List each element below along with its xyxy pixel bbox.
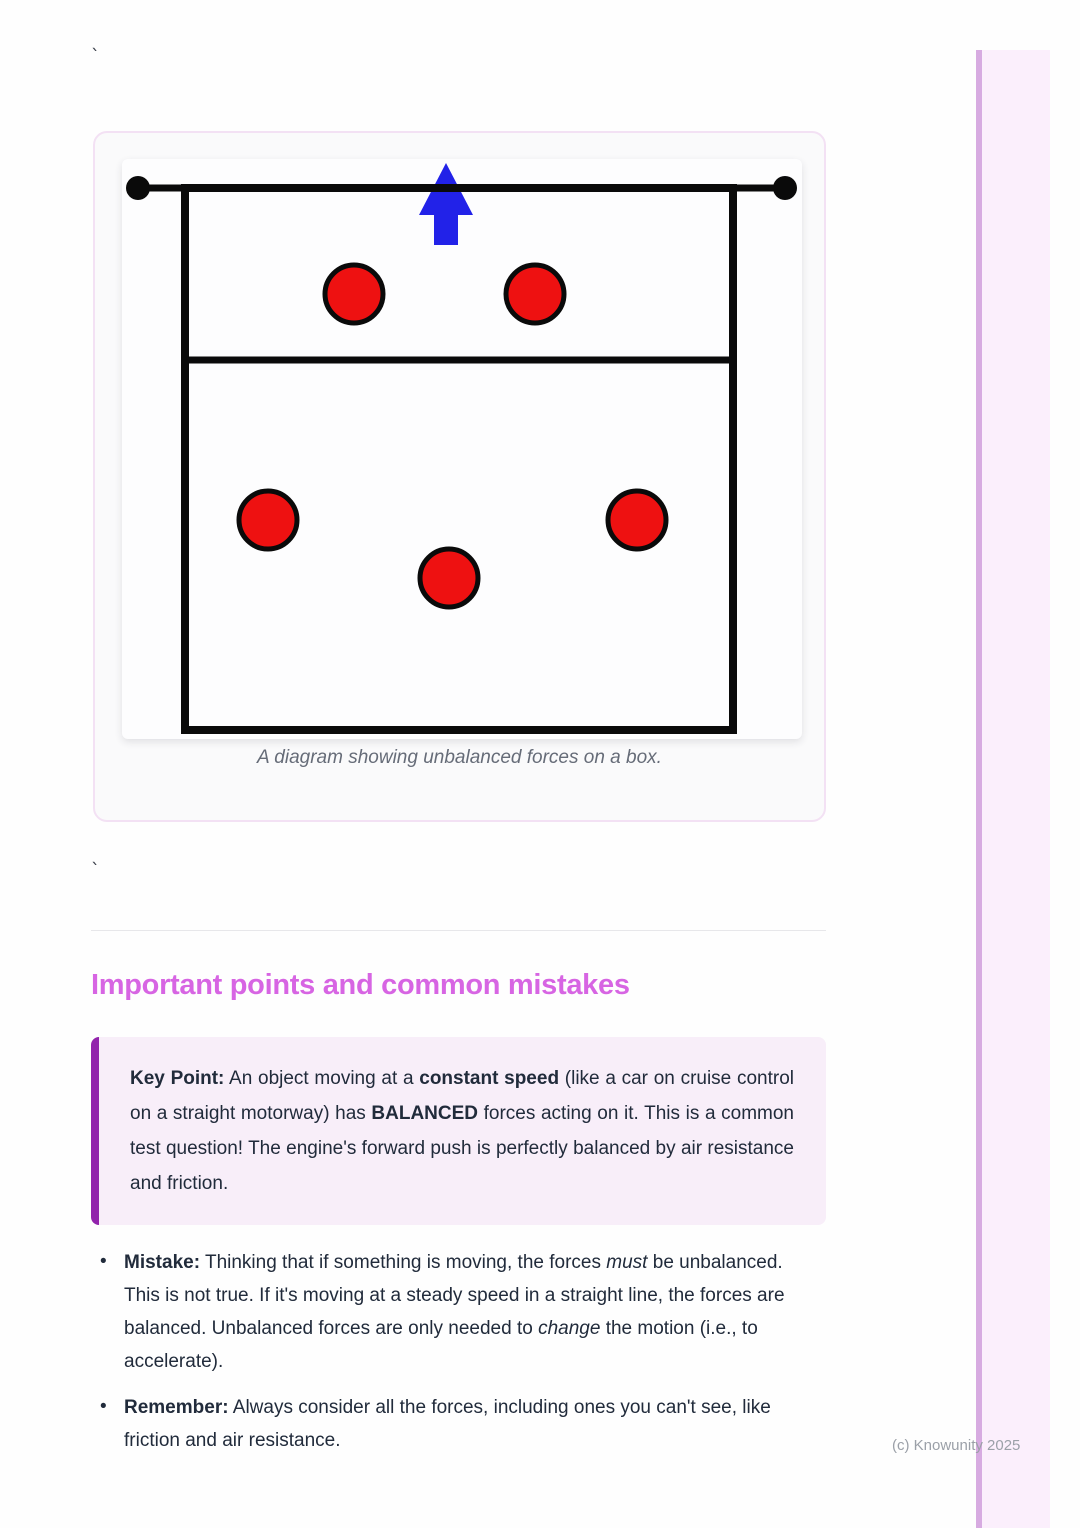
key-point-text: Key Point: An object moving at a constant speed (like a car on cruise control on a straight motorway) has BALANCED forces acting on it. This is a common test question! The engine's forward push is perfectly balanced by air resistance and friction. <box>130 1068 794 1194</box>
unbalanced-forces-diagram <box>122 159 802 739</box>
bullet-mistake-text: Mistake: Thinking that if something is moving, the forces must be unbalanced. This is not true. If it's moving at a steady speed in a straight line, the forces are balanced. Unbalanced forces are only needed to change the motion (i.e., to accelerate). <box>124 1252 785 1372</box>
section-heading: Important points and common mistakes <box>91 969 630 1001</box>
bullet-remember <box>91 1391 807 1457</box>
force-diagram-panel <box>122 159 802 739</box>
bullet-marker: • <box>100 1396 107 1417</box>
figure-card <box>93 131 826 822</box>
key-point-callout <box>91 1037 826 1225</box>
stray-backtick-top: ` <box>90 46 101 67</box>
bullet-mistake <box>91 1246 807 1378</box>
bullet-marker: • <box>100 1251 107 1272</box>
stray-backtick-middle: ` <box>90 860 101 881</box>
copyright-watermark: (c) Knowunity 2025 <box>892 1437 1021 1454</box>
figure-caption: A diagram showing unbalanced forces on a box. <box>257 747 662 768</box>
bullet-remember-text: Remember: Always consider all the forces, including ones you can't see, like friction and air resistance. <box>124 1397 771 1451</box>
section-divider <box>91 930 826 931</box>
page-edge-stripe <box>976 50 1050 1528</box>
notes-bullet-list <box>91 1246 807 1470</box>
